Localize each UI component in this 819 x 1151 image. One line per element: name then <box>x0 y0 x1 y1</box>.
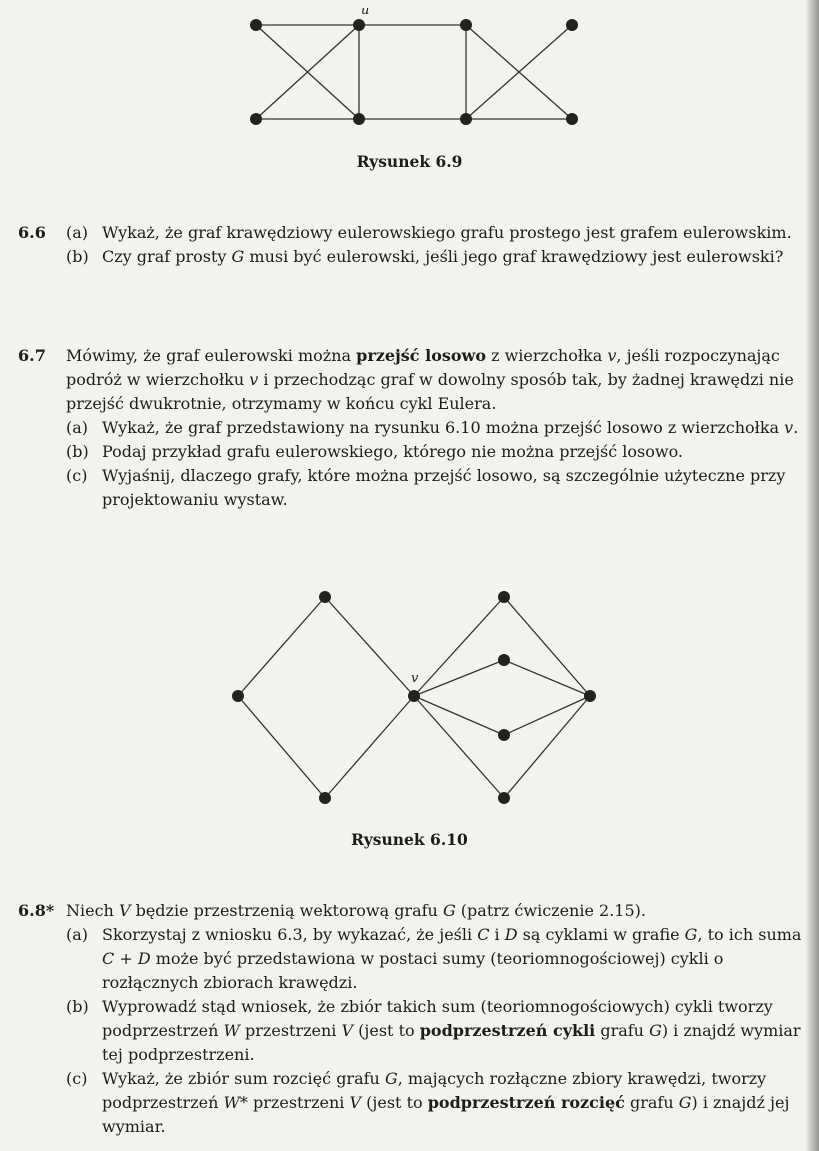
figure-6-9-graph <box>240 8 590 133</box>
term-bold: przejść losowo <box>356 346 486 365</box>
graph-vertex <box>353 113 365 125</box>
graph-vertex <box>319 792 331 804</box>
exercise-intro: Niech V będzie przestrzenią wektorową grafu G (patrz ćwiczenie 2.15). <box>66 901 646 920</box>
exercise-6-6 <box>18 221 808 269</box>
vertex-label-u: u <box>361 8 370 18</box>
part-text: Podaj przykład grafu eulerowskiego, którego nie można przejść losowo. <box>102 442 684 461</box>
graph-edge <box>414 660 504 696</box>
part-label: (a) <box>66 223 89 242</box>
graph-edge <box>325 597 414 696</box>
exercise-part-b <box>66 440 808 464</box>
figure-6-9-caption: Rysunek 6.9 <box>356 152 463 171</box>
vertex-label-v: v <box>411 671 419 686</box>
part-label: (c) <box>66 466 88 485</box>
figure-6-10-graph <box>225 585 605 810</box>
graph-vertex <box>566 113 578 125</box>
graph-vertex <box>498 591 510 603</box>
graph-edge <box>504 696 590 798</box>
part-text: Wyprowadź stąd wniosek, że zbiór takich sum (teoriomnogościowych) cykli tworzy podprzestrzeń W przestrzeni V (jest to podprzestrzeń cykli grafu G) i znajdź wymiar tej podprzestrzeni. <box>102 997 801 1064</box>
exercise-intro: Mówimy, że graf eulerowski można przejść losowo z wierzchołka v, jeśli rozpoczynając podróż w wierzchołku v i przechodząc graf w dowolny sposób tak, by żadnej krawędzi nie przejść dwukrotnie, otrzymamy w końcu cykl Eulera. <box>66 346 794 413</box>
exercise-6-7 <box>18 344 808 512</box>
graph-vertex <box>498 654 510 666</box>
exercise-number: 6.6 <box>18 223 46 242</box>
exercise-part-a <box>66 416 808 440</box>
part-label: (b) <box>66 247 89 266</box>
exercise-number: 6.7 <box>18 346 46 365</box>
part-text: Skorzystaj z wniosku 6.3, by wykazać, że jeśli C i D są cyklami w grafie G, to ich suma C + D może być przedstawiona w postaci sumy (teoriomnogościowej) cykli o rozłącznych zbiorach krawędzi. <box>102 925 802 992</box>
part-text: Wykaż, że graf krawędziowy eulerowskiego grafu prostego jest grafem eulerowskim. <box>102 223 792 242</box>
exercise-part-c <box>66 464 808 512</box>
graph-vertex <box>353 19 365 31</box>
exercise-part-b <box>66 995 808 1067</box>
exercise-part-c <box>66 1067 808 1139</box>
graph-vertex <box>498 792 510 804</box>
graph-edge <box>504 660 590 696</box>
graph-vertex <box>584 690 596 702</box>
graph-edge <box>414 696 504 735</box>
graph-vertex <box>250 19 262 31</box>
graph-vertex-v <box>408 690 420 702</box>
graph-vertex <box>498 729 510 741</box>
graph-vertex <box>250 113 262 125</box>
graph-edge <box>325 696 414 798</box>
graph-vertex <box>460 113 472 125</box>
exercise-number: 6.8* <box>18 901 55 920</box>
graph-edge <box>414 597 504 696</box>
graph-edge <box>238 696 325 798</box>
part-label: (b) <box>66 997 89 1016</box>
part-label: (a) <box>66 925 89 944</box>
part-label: (b) <box>66 442 89 461</box>
graph-edge <box>414 696 504 798</box>
graph-edge <box>504 597 590 696</box>
part-text: Wykaż, że graf przedstawiony na rysunku 6.10 można przejść losowo z wierzchołka v. <box>102 418 799 437</box>
term-bold: podprzestrzeń cykli <box>419 1021 596 1040</box>
graph-edge <box>504 696 590 735</box>
graph-vertex <box>566 19 578 31</box>
term-bold: podprzestrzeń rozcięć <box>427 1093 625 1112</box>
exercise-6-8 <box>18 899 808 1139</box>
part-label: (a) <box>66 418 89 437</box>
figure-6-10-caption: Rysunek 6.10 <box>351 830 468 849</box>
exercise-part-a <box>66 923 808 995</box>
page-binding-shadow <box>805 0 819 1151</box>
exercise-part-a <box>66 221 808 245</box>
graph-edge <box>238 597 325 696</box>
graph-vertex <box>232 690 244 702</box>
part-text: Wykaż, że zbiór sum rozcięć grafu G, mających rozłączne zbiory krawędzi, tworzy podprzestrzeń W* przestrzeni V (jest to podprzestrzeń rozcięć grafu G) i znajdź jej wymiar. <box>102 1069 790 1136</box>
graph-vertex <box>460 19 472 31</box>
exercise-part-b <box>66 245 808 269</box>
graph-vertex <box>319 591 331 603</box>
part-text: Wyjaśnij, dlaczego grafy, które można przejść losowo, są szczególnie użyteczne przy projektowaniu wystaw. <box>102 466 786 509</box>
part-text: Czy graf prosty G musi być eulerowski, jeśli jego graf krawędziowy jest eulerowski? <box>102 247 784 266</box>
part-label: (c) <box>66 1069 88 1088</box>
